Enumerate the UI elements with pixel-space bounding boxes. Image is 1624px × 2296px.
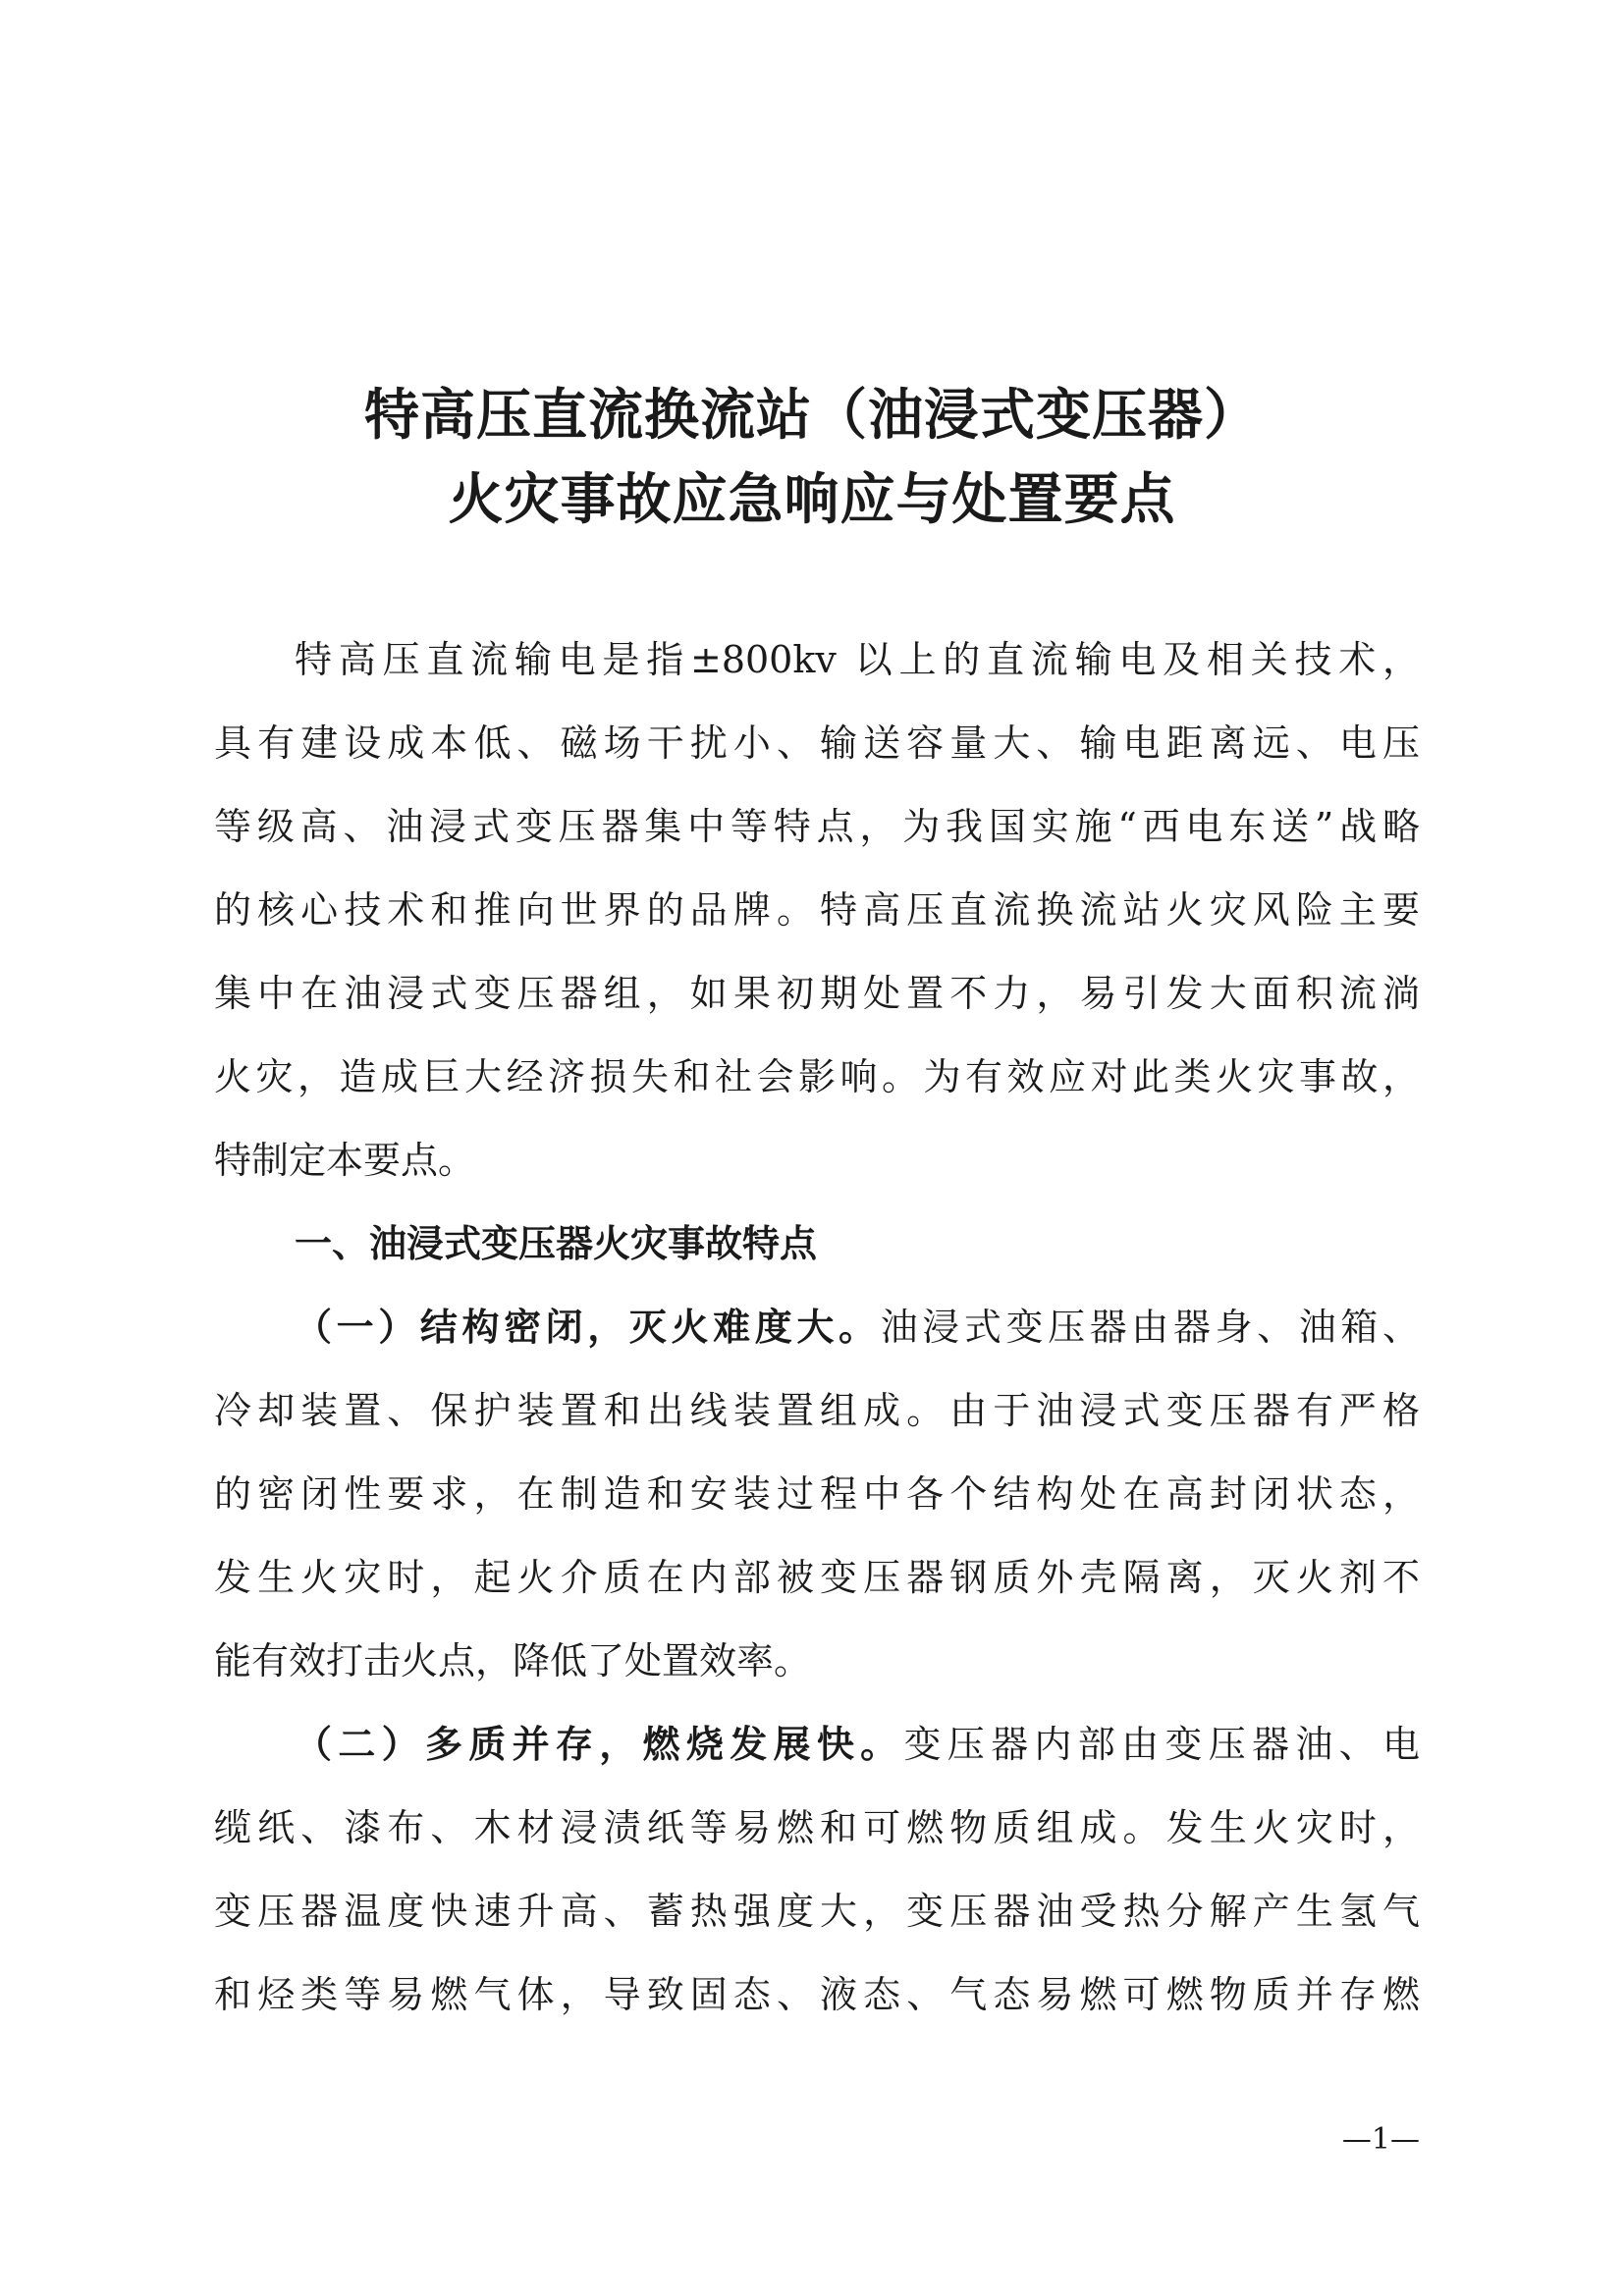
document-title-line-1: 特高压直流换流站（油浸式变压器） <box>364 384 1260 448</box>
intro-line: 等级高、油浸式变压器集中等特点，为我国实施“西电东送”战略 <box>214 805 1420 848</box>
item-line: 发生火灾时，起火介质在内部被变压器钢质外壳隔离，灭火剂不 <box>214 1556 1420 1599</box>
document-title-line-2: 火灾事故应急响应与处置要点 <box>448 468 1176 532</box>
item-first-line <box>295 1721 1420 1768</box>
item-line: 缆纸、漆布、木材浸渍纸等易燃和可燃物质组成。发生火灾时， <box>214 1806 1420 1849</box>
item-line: 的密闭性要求，在制造和安装过程中各个结构处在高封闭状态， <box>214 1472 1420 1516</box>
item-line: 能有效打击火点，降低了处置效率。 <box>214 1639 812 1682</box>
item-line: 和烃类等易燃气体，导致固态、液态、气态易燃可燃物质并存燃 <box>214 1973 1420 2016</box>
intro-line: 集中在油浸式变压器组，如果初期处置不力，易引发大面积流淌 <box>214 972 1420 1015</box>
item-first-line <box>295 1304 1420 1351</box>
item-runin-heading: （一）结构密闭，灭火难度大。 <box>295 1306 881 1349</box>
page-number: —1— <box>1341 2122 1420 2157</box>
item-line: 冷却装置、保护装置和出线装置组成。由于油浸式变压器有严格 <box>214 1389 1420 1432</box>
intro-line: 火灾，造成巨大经济损失和社会影响。为有效应对此类火灾事故， <box>214 1055 1420 1098</box>
section-heading: 一、油浸式变压器火灾事故特点 <box>295 1222 818 1265</box>
intro-line: 的核心技术和推向世界的品牌。特高压直流换流站火灾风险主要 <box>214 888 1420 932</box>
intro-line: 具有建设成本低、磁场干扰小、输送容量大、输电距离远、电压 <box>214 721 1420 765</box>
item-runin-heading: （二）多质并存，燃烧发展快。 <box>295 1723 904 1766</box>
item-text: 变压器内部由变压器油、电 <box>903 1723 1420 1766</box>
intro-line: 特高压直流输电是指±800kv 以上的直流输电及相关技术， <box>295 638 1420 681</box>
item-line: 变压器温度快速升高、蓄热强度大，变压器油受热分解产生氢气 <box>214 1890 1420 1933</box>
item-text: 油浸式变压器由器身、油箱、 <box>880 1306 1420 1349</box>
intro-line: 特制定本要点。 <box>214 1139 476 1182</box>
